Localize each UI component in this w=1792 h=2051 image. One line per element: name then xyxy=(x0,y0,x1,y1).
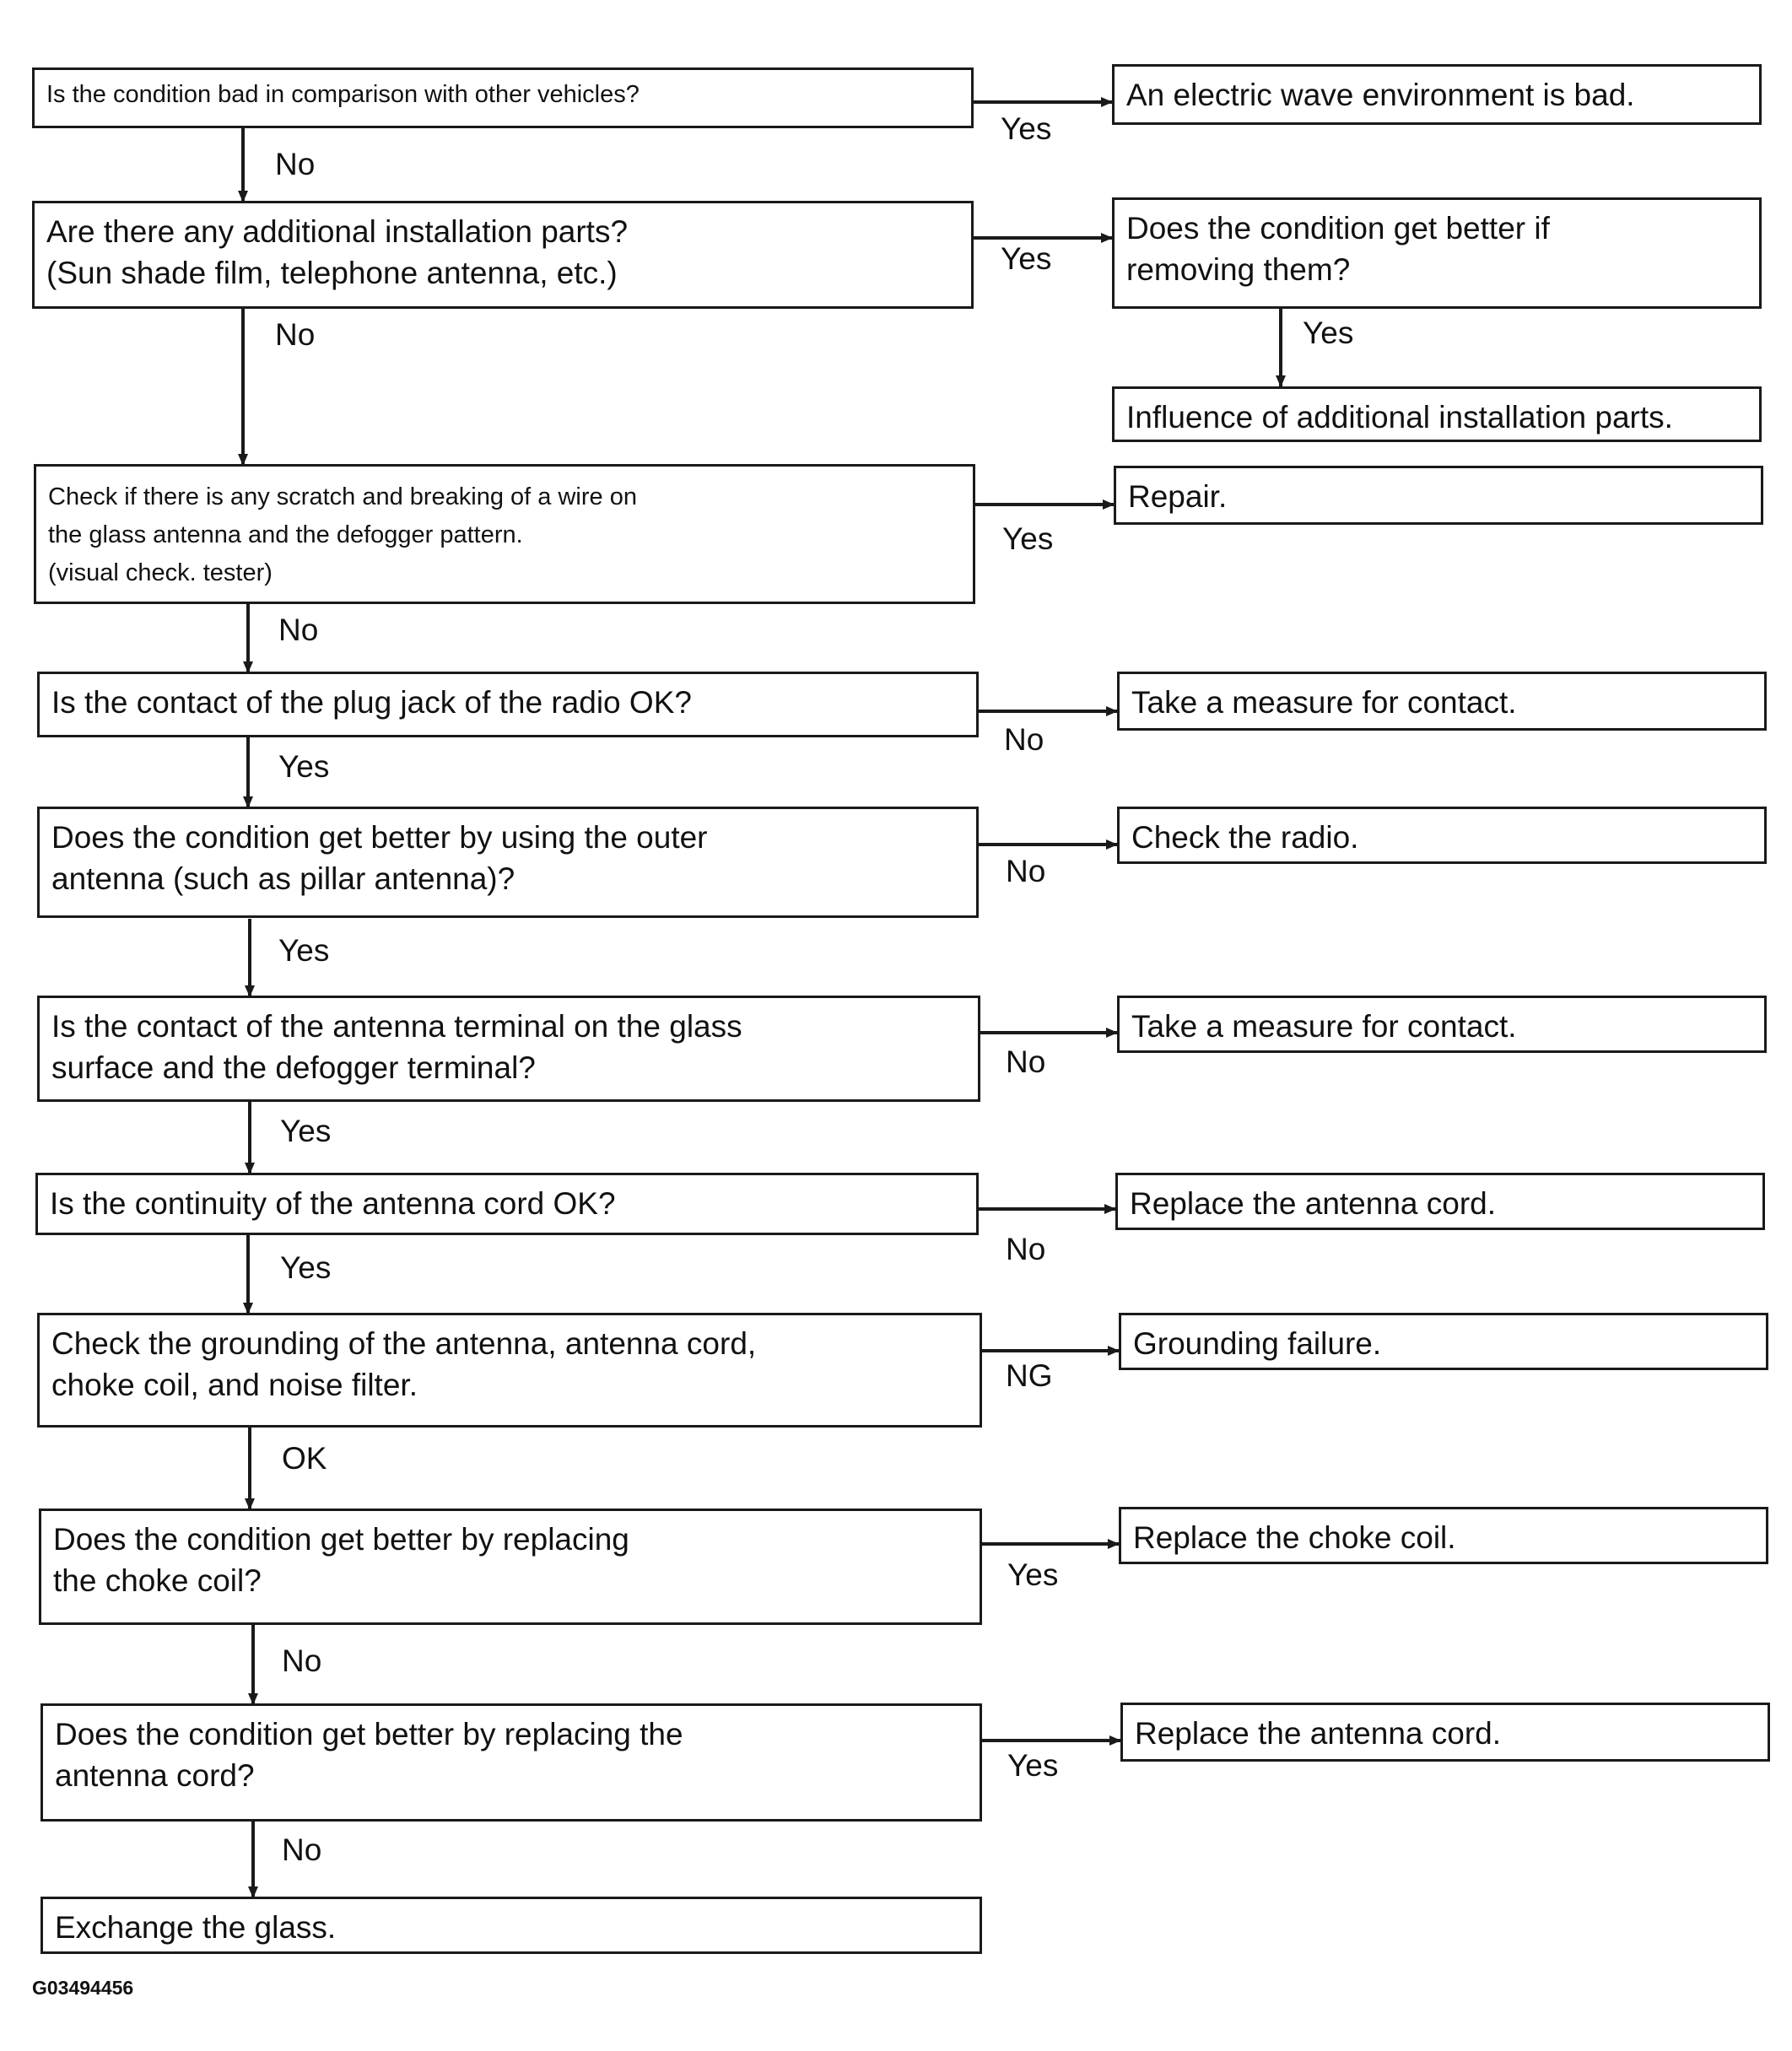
label-q1-down: No xyxy=(275,147,316,181)
label-q6-right: No xyxy=(1006,1044,1046,1079)
label-q3-down: No xyxy=(278,613,319,647)
step-text-q1: Is the condition bad in comparison with other vehicles? xyxy=(46,81,640,108)
step-box-q4 xyxy=(37,672,979,737)
step-box-q10 xyxy=(40,1703,982,1822)
step-box-q1 xyxy=(32,67,974,128)
result-box-r10 xyxy=(1120,1703,1770,1762)
step-text-q8: Check the grounding of the antenna, antenna cord, choke coil, and noise filter. xyxy=(51,1326,757,1402)
label-q7-right: No xyxy=(1006,1232,1046,1266)
result-box-r4 xyxy=(1117,672,1767,731)
label-q7-down: Yes xyxy=(280,1250,332,1285)
step-box-q6 xyxy=(37,996,980,1102)
label-q3-right: Yes xyxy=(1002,521,1054,556)
result-text-r8: Grounding failure. xyxy=(1133,1326,1382,1361)
label-q5-right: No xyxy=(1006,854,1046,888)
step-box-q5 xyxy=(37,807,979,918)
label-q10-right: Yes xyxy=(1007,1748,1059,1783)
result-text-r4: Take a measure for contact. xyxy=(1131,685,1517,720)
label-r2-down: Yes xyxy=(1303,316,1354,350)
result-text-r5: Check the radio. xyxy=(1131,820,1359,855)
result-text-r1: An electric wave environment is bad. xyxy=(1126,78,1635,112)
step-text-q7: Is the continuity of the antenna cord OK? xyxy=(50,1186,616,1221)
step-text-q3: Check if there is any scratch and breaking of a wire on the glass antenna and the defogger pattern. (visual check. tester) xyxy=(48,483,637,586)
result-text-r2b: Influence of additional installation parts. xyxy=(1126,400,1673,434)
step-text-q10: Does the condition get better by replacing the antenna cord? xyxy=(55,1717,683,1793)
result-box-r9 xyxy=(1119,1507,1768,1564)
step-box-q9 xyxy=(39,1509,982,1625)
result-text-r10: Replace the antenna cord. xyxy=(1135,1716,1502,1751)
result-text-r6: Take a measure for contact. xyxy=(1131,1009,1517,1044)
result-box-r2b xyxy=(1112,386,1762,442)
result-text-r3: Repair. xyxy=(1128,479,1228,514)
label-q9-right: Yes xyxy=(1007,1557,1059,1592)
label-q6-down: Yes xyxy=(280,1114,332,1148)
step-box-q7 xyxy=(35,1173,979,1235)
result-box-r2 xyxy=(1112,197,1762,309)
step-box-q8 xyxy=(37,1313,982,1428)
label-q4-down: Yes xyxy=(278,749,330,784)
label-q8-down: OK xyxy=(282,1441,327,1476)
label-q5-down: Yes xyxy=(278,933,330,968)
label-q4-right: No xyxy=(1004,722,1044,757)
result-text-r2: Does the condition get better if removing them? xyxy=(1126,211,1550,287)
step-box-end xyxy=(40,1897,982,1954)
label-q10-down: No xyxy=(282,1832,322,1867)
label-q9-down: No xyxy=(282,1643,322,1678)
step-box-q2 xyxy=(32,201,974,309)
figure-code: G03494456 xyxy=(32,1977,134,1999)
label-q8-right: NG xyxy=(1006,1358,1053,1393)
result-box-r1 xyxy=(1112,64,1762,125)
result-box-r3 xyxy=(1114,466,1763,525)
label-q2-right: Yes xyxy=(1001,241,1052,276)
result-box-r7 xyxy=(1115,1173,1765,1230)
step-text-q4: Is the contact of the plug jack of the radio OK? xyxy=(51,685,692,720)
result-box-r8 xyxy=(1119,1313,1768,1370)
step-text-q6: Is the contact of the antenna terminal on the glass surface and the defogger terminal? xyxy=(51,1009,742,1085)
label-q1-right: Yes xyxy=(1001,111,1052,146)
result-text-r9: Replace the choke coil. xyxy=(1133,1520,1456,1555)
label-q2-down: No xyxy=(275,317,316,352)
step-text-q9: Does the condition get better by replacing the choke coil? xyxy=(53,1522,629,1598)
result-box-r6 xyxy=(1117,996,1767,1053)
step-text-end: Exchange the glass. xyxy=(55,1910,337,1945)
result-text-r7: Replace the antenna cord. xyxy=(1130,1186,1497,1221)
result-box-r5 xyxy=(1117,807,1767,864)
step-text-q2: Are there any additional installation parts? (Sun shade film, telephone antenna, etc.) xyxy=(46,214,629,290)
step-box-q3 xyxy=(34,464,975,604)
step-text-q5: Does the condition get better by using the outer antenna (such as pillar antenna)? xyxy=(51,820,708,896)
